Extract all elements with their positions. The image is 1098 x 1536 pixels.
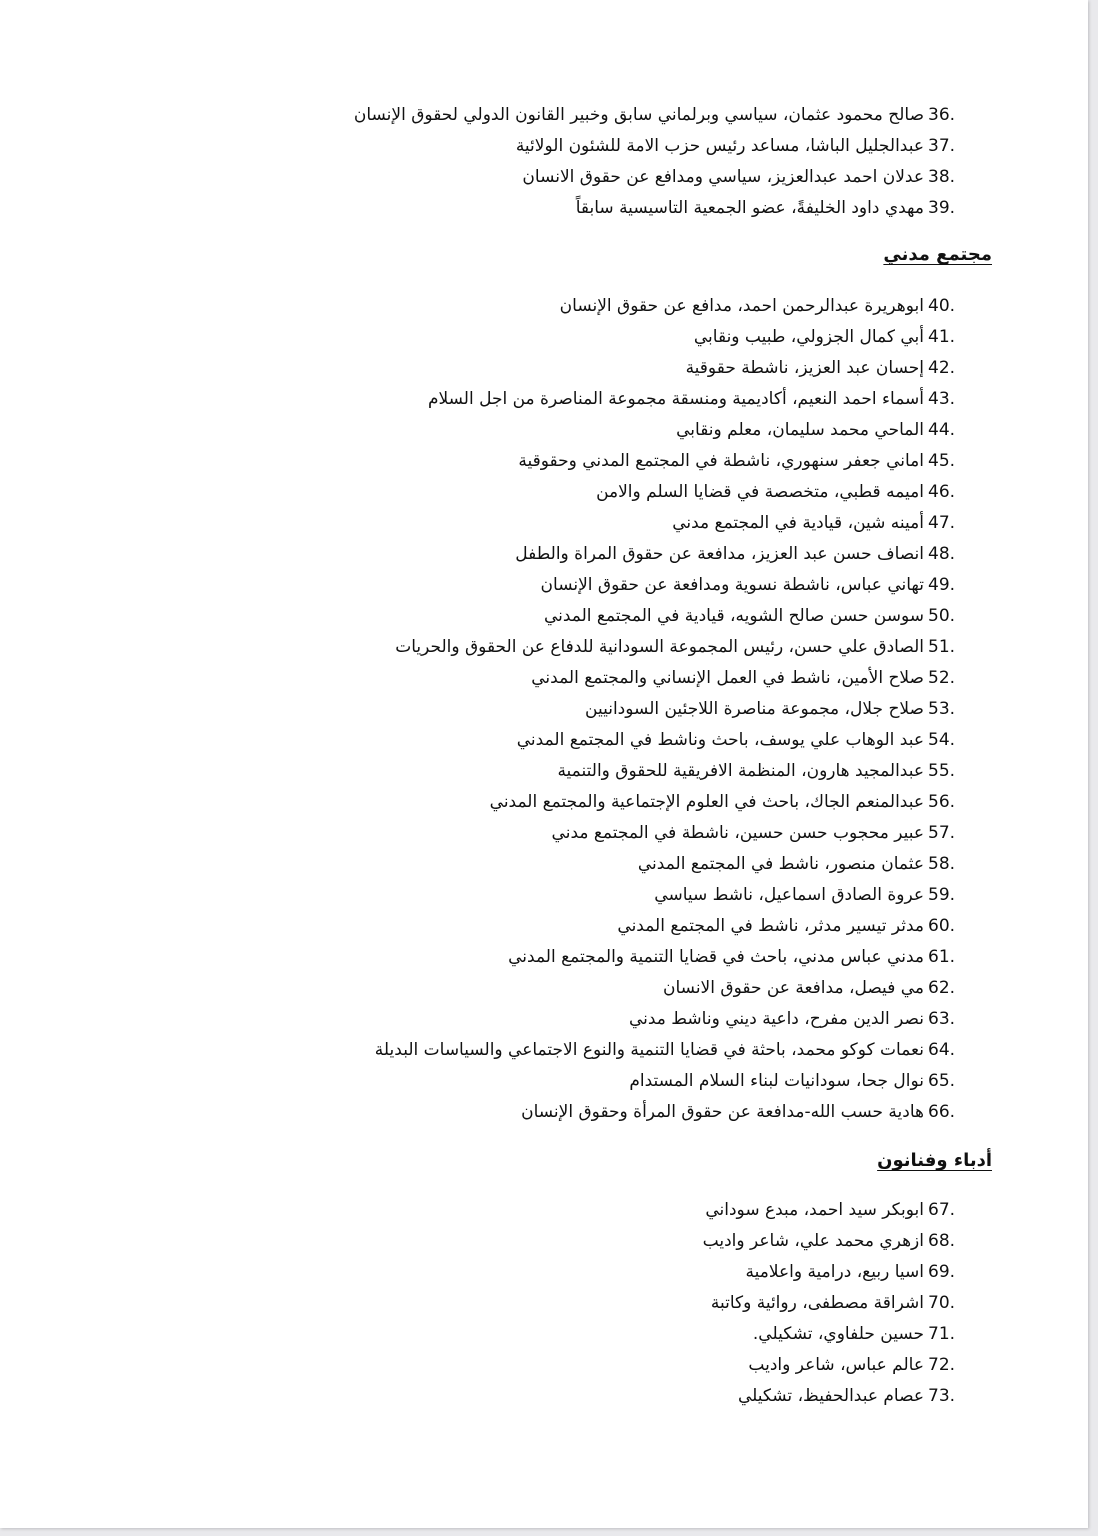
item-number: 56. [928, 792, 956, 812]
list-item [200, 131, 960, 162]
item-text: اشراقة مصطفى، روائية وكاتبة [710, 1293, 924, 1313]
list-item [200, 508, 960, 539]
item-text: عبد الوهاب علي يوسف، باحث وناشط في المجتمع المدني [516, 730, 924, 750]
list-item [200, 446, 960, 477]
item-text: أبي كمال الجزولي، طبيب ونقابي [693, 327, 924, 347]
list-item [200, 570, 960, 601]
item-text: عبدالمجيد هارون، المنظمة الافريقية للحقوق والتنمية [557, 761, 924, 781]
item-text: عروة الصادق اسماعيل، ناشط سياسي [654, 885, 924, 905]
item-text: مي فيصل، مدافعة عن حقوق الانسان [663, 978, 924, 998]
list-item [200, 880, 960, 911]
item-text: ابوبكر سيد احمد، مبدع سوداني [705, 1200, 924, 1220]
list-item [200, 787, 960, 818]
item-text: عالم عباس، شاعر واديب [748, 1355, 924, 1375]
list-politicians [200, 100, 960, 224]
item-text: عبدالمنعم الجاك، باحث في العلوم الإجتماعية والمجتمع المدني [489, 792, 924, 812]
item-number: 60. [928, 916, 956, 936]
item-text: عصام عبدالحفيظ، تشكيلي [737, 1386, 924, 1406]
item-number: 52. [928, 668, 956, 688]
list-item [200, 193, 960, 224]
list-item [200, 384, 960, 415]
item-number: 55. [928, 761, 956, 781]
item-number: 37. [928, 136, 956, 156]
item-number: 59. [928, 885, 956, 905]
list-item [200, 1097, 960, 1128]
item-number: 39. [928, 198, 956, 218]
item-text: تهاني عباس، ناشطة نسوية ومدافعة عن حقوق الإنسان [540, 575, 924, 595]
section-heading-artists: أدباء وفنانون [877, 1150, 992, 1171]
list-artists [200, 1195, 960, 1412]
item-number: 48. [928, 544, 956, 564]
item-number: 70. [928, 1293, 956, 1313]
item-number: 73. [928, 1386, 956, 1406]
item-text: عثمان منصور، ناشط في المجتمع المدني [637, 854, 924, 874]
item-number: 69. [928, 1262, 956, 1282]
item-number: 50. [928, 606, 956, 626]
list-item [200, 1288, 960, 1319]
item-text: هادية حسب الله-مدافعة عن حقوق المرأة وحقوق الإنسان [521, 1102, 924, 1122]
item-number: 45. [928, 451, 956, 471]
list-item [200, 694, 960, 725]
item-text: سوسن حسن صالح الشويه، قيادية في المجتمع المدني [543, 606, 924, 626]
item-number: 44. [928, 420, 956, 440]
item-number: 46. [928, 482, 956, 502]
list-item [200, 663, 960, 694]
item-number: 66. [928, 1102, 956, 1122]
item-number: 43. [928, 389, 956, 409]
item-text: انصاف حسن عبد العزيز، مدافعة عن حقوق المراة والطفل [515, 544, 924, 564]
list-item [200, 756, 960, 787]
item-number: 67. [928, 1200, 956, 1220]
item-text: مدني عباس مدني، باحث في قضايا التنمية والمجتمع المدني [508, 947, 924, 967]
list-item [200, 849, 960, 880]
item-text: اماني جعفر سنهوري، ناشطة في المجتمع المدني وحقوقية [518, 451, 924, 471]
item-number: 57. [928, 823, 956, 843]
item-number: 51. [928, 637, 956, 657]
item-text: مدثر تيسير مدثر، ناشط في المجتمع المدني [617, 916, 924, 936]
list-item [200, 1195, 960, 1226]
numbered-list [200, 100, 960, 224]
item-number: 41. [928, 327, 956, 347]
list-item [200, 415, 960, 446]
item-number: 47. [928, 513, 956, 533]
numbered-list [200, 291, 960, 1128]
item-number: 40. [928, 296, 956, 316]
item-number: 62. [928, 978, 956, 998]
item-number: 54. [928, 730, 956, 750]
item-text: صلاح جلال، مجموعة مناصرة اللاجئين السودانيين [585, 699, 924, 719]
list-item [200, 725, 960, 756]
item-text: إحسان عبد العزيز، ناشطة حقوقية [685, 358, 924, 378]
list-item [200, 353, 960, 384]
list-item [200, 601, 960, 632]
list-item [200, 911, 960, 942]
item-text: عدلان احمد عبدالعزيز، سياسي ومدافع عن حقوق الانسان [522, 167, 924, 187]
item-text: اميمه قطبي، متخصصة في قضايا السلم والامن [596, 482, 924, 502]
item-text: الصادق علي حسن، رئيس المجموعة السودانية للدفاع عن الحقوق والحريات [395, 637, 924, 657]
item-number: 38. [928, 167, 956, 187]
item-number: 42. [928, 358, 956, 378]
list-item [200, 1381, 960, 1412]
item-text: مهدي داود الخليفةً، عضو الجمعية التاسيسية سابقاً [575, 198, 924, 218]
item-number: 61. [928, 947, 956, 967]
list-item [200, 1066, 960, 1097]
list-item [200, 477, 960, 508]
numbered-list [200, 1195, 960, 1412]
list-item [200, 1226, 960, 1257]
list-civil-society [200, 291, 960, 1128]
item-number: 64. [928, 1040, 956, 1060]
item-number: 49. [928, 575, 956, 595]
item-number: 36. [928, 105, 956, 125]
list-item [200, 632, 960, 663]
item-text: صالح محمود عثمان، سياسي وبرلماني سابق وخبير القانون الدولي لحقوق الإنسان [353, 105, 924, 125]
item-number: 68. [928, 1231, 956, 1251]
item-text: نوال جحا، سودانيات لبناء السلام المستدام [629, 1071, 924, 1091]
item-number: 72. [928, 1355, 956, 1375]
list-item [200, 162, 960, 193]
item-text: نصر الدين مفرح، داعية ديني وناشط مدني [628, 1009, 924, 1029]
item-text: أسماء احمد النعيم، أكاديمية ومنسقة مجموعة المناصرة من اجل السلام [427, 389, 924, 409]
list-item [200, 1319, 960, 1350]
list-item [200, 322, 960, 353]
item-text: اسيا ربيع، درامية واعلامية [745, 1262, 924, 1282]
item-number: 65. [928, 1071, 956, 1091]
item-text: عبير محجوب حسن حسين، ناشطة في المجتمع مدني [551, 823, 924, 843]
item-number: 63. [928, 1009, 956, 1029]
list-item [200, 818, 960, 849]
section-heading-civil-society: مجتمع مدني [883, 244, 992, 265]
item-text: عبدالجليل الباشا، مساعد رئيس حزب الامة للشئون الولائية [515, 136, 924, 156]
item-number: 53. [928, 699, 956, 719]
item-number: 58. [928, 854, 956, 874]
item-text: صلاح الأمين، ناشط في العمل الإنساني والمجتمع المدني [531, 668, 924, 688]
list-item [200, 1004, 960, 1035]
list-item [200, 973, 960, 1004]
list-item [200, 100, 960, 131]
list-item [200, 291, 960, 322]
item-text: نعمات كوكو محمد، باحثة في قضايا التنمية والنوع الاجتماعي والسياسات البديلة [374, 1040, 924, 1060]
item-text: أمينه شين، قيادية في المجتمع مدني [672, 513, 924, 533]
list-item [200, 1257, 960, 1288]
list-item [200, 1035, 960, 1066]
list-item [200, 539, 960, 570]
item-text: ابوهريرة عبدالرحمن احمد، مدافع عن حقوق الإنسان [559, 296, 924, 316]
item-text: الماحي محمد سليمان، معلم ونقابي [676, 420, 924, 440]
list-item [200, 942, 960, 973]
item-text: حسين حلفاوي، تشكيلي. [752, 1324, 924, 1344]
item-text: ازهري محمد علي، شاعر واديب [702, 1231, 924, 1251]
list-item [200, 1350, 960, 1381]
item-number: 71. [928, 1324, 956, 1344]
